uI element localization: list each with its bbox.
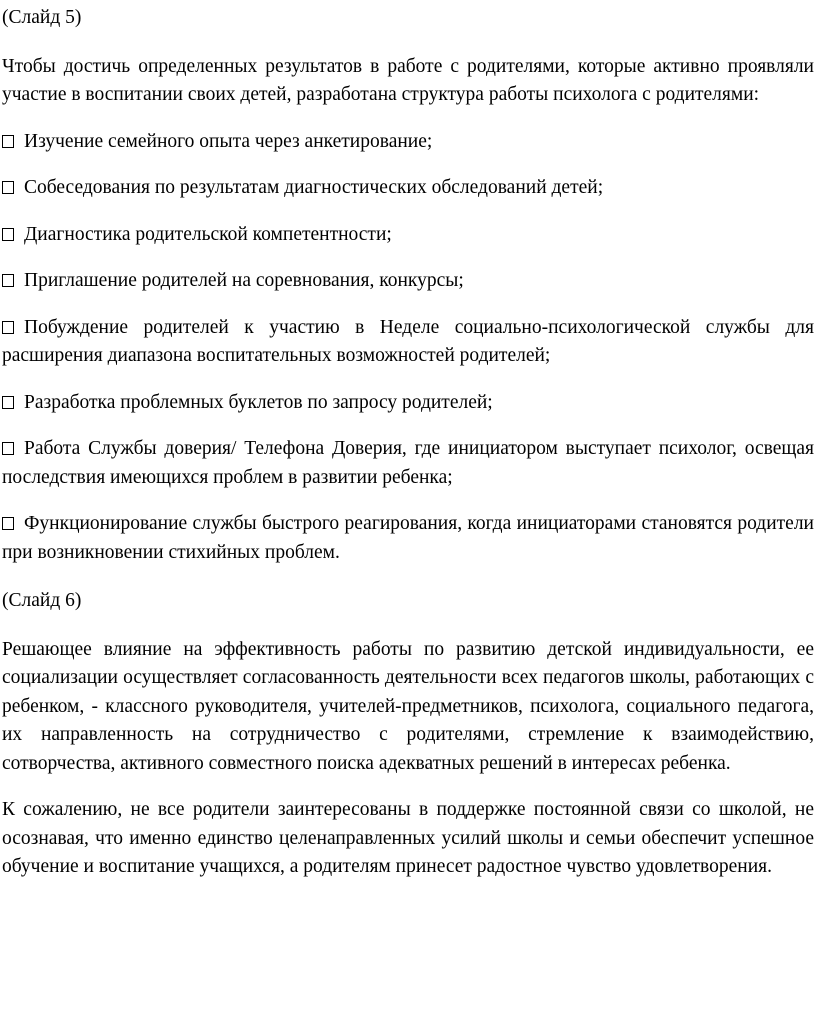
list-item-text: Приглашение родителей на соревнования, конкурсы; [24, 270, 464, 291]
missing-glyph-box-icon [2, 396, 14, 409]
list-item [2, 314, 814, 371]
missing-glyph-box-icon [2, 135, 14, 148]
missing-glyph-box-icon [2, 321, 14, 334]
list-item-text: Собеседования по результатам диагностических обследований детей; [24, 177, 604, 198]
list-item-text: Изучение семейного опыта через анкетирование; [24, 130, 433, 152]
missing-glyph-box-icon [2, 181, 14, 194]
list-item-text: Разработка проблемных буклетов по запросу родителей; [24, 391, 493, 413]
missing-glyph-box-icon [2, 274, 14, 287]
list-item [2, 267, 814, 296]
list-item-text: Функционирование службы быстрого реагирования, когда инициаторами становятся родители при возникновении стихийных проблем. [2, 513, 814, 563]
list-item-text: Диагностика родительской компетентности; [24, 223, 392, 245]
list-item [2, 510, 814, 567]
body-paragraph-1: Решающее влияние на эффективность работы по развитию детской индивидуальности, ее социализации осуществляет согласованность деятельности всех педагогов школы, работающих с ребенком, - классного руководителя, учителей-предметников, психолога, социального педагога, их направленность на сотрудничество с родителями, стремление к взаимодействию, сотворчества, активного совместного поиска адекватных решений в интересах ребенка. [2, 638, 814, 774]
list-item [2, 174, 814, 203]
list-item [2, 435, 814, 492]
missing-glyph-box-icon [2, 442, 14, 455]
list-item-text: Побуждение родителей к участию в Неделе социально-психологической службы для расширения диапазона воспитательных возможностей родителей; [2, 316, 814, 366]
list-item [2, 221, 814, 250]
list-item [2, 389, 814, 418]
list-item [2, 128, 814, 157]
list-item-text: Работа Службы доверия/ Телефона Доверия, где инициатором выступает психолог, освещая последствия имеющихся проблем в развитии ребенка; [2, 438, 814, 488]
slide-6-label: (Слайд 6) [2, 590, 82, 611]
missing-glyph-box-icon [2, 517, 14, 530]
slide-5-label: (Слайд 5) [2, 7, 82, 28]
intro-paragraph: Чтобы достичь определенных результатов в работе с родителями, которые активно проявляли участие в воспитании своих детей, разработана структура работы психолога с родителями: [2, 55, 814, 105]
body-paragraph-2: К сожалению, не все родители заинтересованы в поддержке постоянной связи со школой, не осознавая, что именно единство целенаправленных усилий школы и семьи обеспечит успешное обучение и воспитание учащихся, а родителям принесет радостное чувство удовлетворения. [2, 799, 814, 877]
missing-glyph-box-icon [2, 228, 14, 241]
